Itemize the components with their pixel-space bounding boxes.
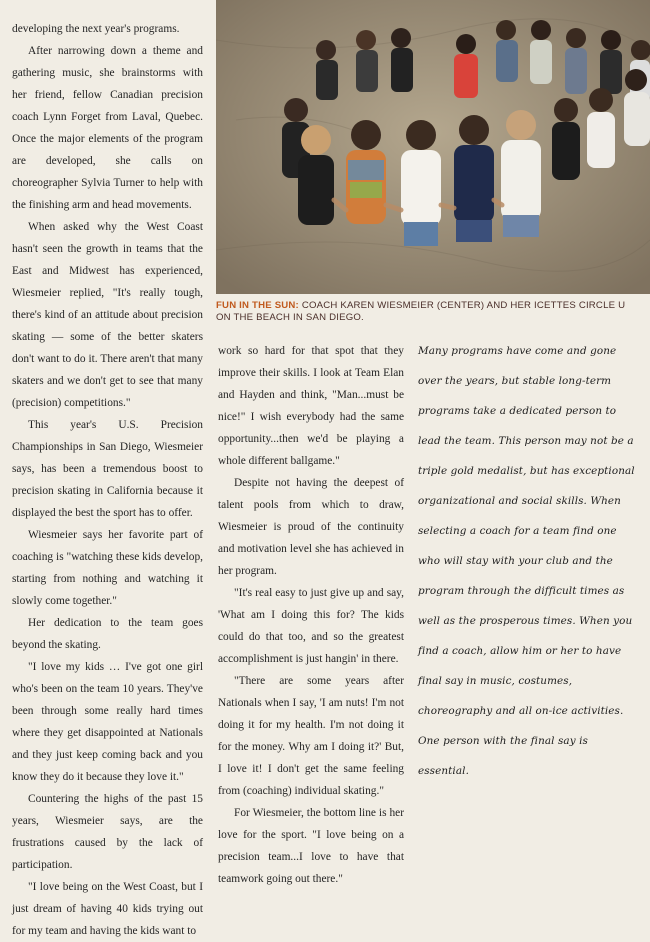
handwritten-sidebar (418, 336, 640, 786)
sidebar-text: Many programs have come and gone over the years, but stable long-term programs take a dedicated person to lead the team. This person may not be a triple gold medalist, but has exceptional organizational and social skills. When selecting a coach for a team find one who will stay with your club and the program through the difficult times as well as the prosperous times. When you find a coach, allow him or her to have final say in music, costumes, choreography and all on-ice activities. One person with the final say is essential. (418, 345, 635, 777)
paragraph: Countering the highs of the past 15 years, Wiesmeier says, are the frustrations caused by the lack of participation. (12, 793, 203, 871)
team-beach-photo (216, 0, 650, 294)
paragraph: work so hard for that spot that they improve their skills. I look at Team Elan and Hayden and think, "Man...must be nice!" I wish everybody had the same opportunity...then we'd be playing a whole different ballgame." (218, 345, 404, 467)
paragraph: "I love my kids … I've got one girl who's been on the team 10 years. They've been through some really hard times where they get disappointed at Nationals and they just keep coming back and you know they do it because they love it." (12, 661, 203, 783)
caption-lead: FUN IN THE SUN: (216, 300, 299, 311)
paragraph: "It's real easy to just give up and say, 'What am I doing this for? The kids could do that too, and so the greatest accomplishment is just hangin' in there. (218, 587, 404, 665)
caption-text-1: COACH KAREN WIESMEIER (CENTER) AND HER ICETTES CIRCLE U (301, 300, 626, 311)
photo-illustration (216, 0, 650, 294)
paragraph: Wiesmeier says her favorite part of coaching is "watching these kids develop, starting from nothing and watching it slowly come together." (12, 529, 203, 607)
paragraph: "I love being on the West Coast, but I just dream of having 40 kids trying out for my team and having the kids want to (12, 881, 203, 937)
paragraph: Her dedication to the team goes beyond the skating. (12, 617, 203, 651)
caption-line-2: ON THE BEACH IN SAN DIEGO. (216, 312, 364, 323)
paragraph: developing the next year's programs. (12, 23, 180, 35)
paragraph: For Wiesmeier, the bottom line is her love for the sport. "I love being on a precision team...I love to have that teamwork going out there." (218, 807, 404, 885)
paragraph: After narrowing down a theme and gathering music, she brainstorms with her friend, fellow Canadian precision coach Lynn Forget from Laval, Quebec. Once the major elements of the program are developed, she calls on choreographer Sylvia Turner to help with the finishing arm and head movements. (12, 45, 203, 211)
photo-caption (216, 300, 650, 324)
article-column-1 (12, 18, 203, 942)
paragraph: Despite not having the deepest of talent pools from which to draw, Wiesmeier is proud of the continuity and motivation level she has achieved in her program. (218, 477, 404, 577)
article-column-2 (218, 340, 404, 890)
paragraph: When asked why the West Coast hasn't seen the growth in teams that the East and Midwest has experienced, Wiesmeier replied, "It's really tough, there's kind of an attitude about precision skating — some of the better skaters don't want to do it. There aren't that many skaters and we don't get to see that many (precision) competitions." (12, 221, 203, 409)
paragraph: This year's U.S. Precision Championships in San Diego, Wiesmeier says, has been a tremendous boost to precision skating in California because it displayed the best the sport has to offer. (12, 419, 203, 519)
paragraph: "There are some years after Nationals when I say, 'I am nuts! I'm not doing it for my health. I'm not doing it for the money. Why am I doing it?' But, I love it! I don't get the same feeling from (coaching) individual skating." (218, 675, 404, 797)
caption-line-1 (216, 300, 650, 312)
